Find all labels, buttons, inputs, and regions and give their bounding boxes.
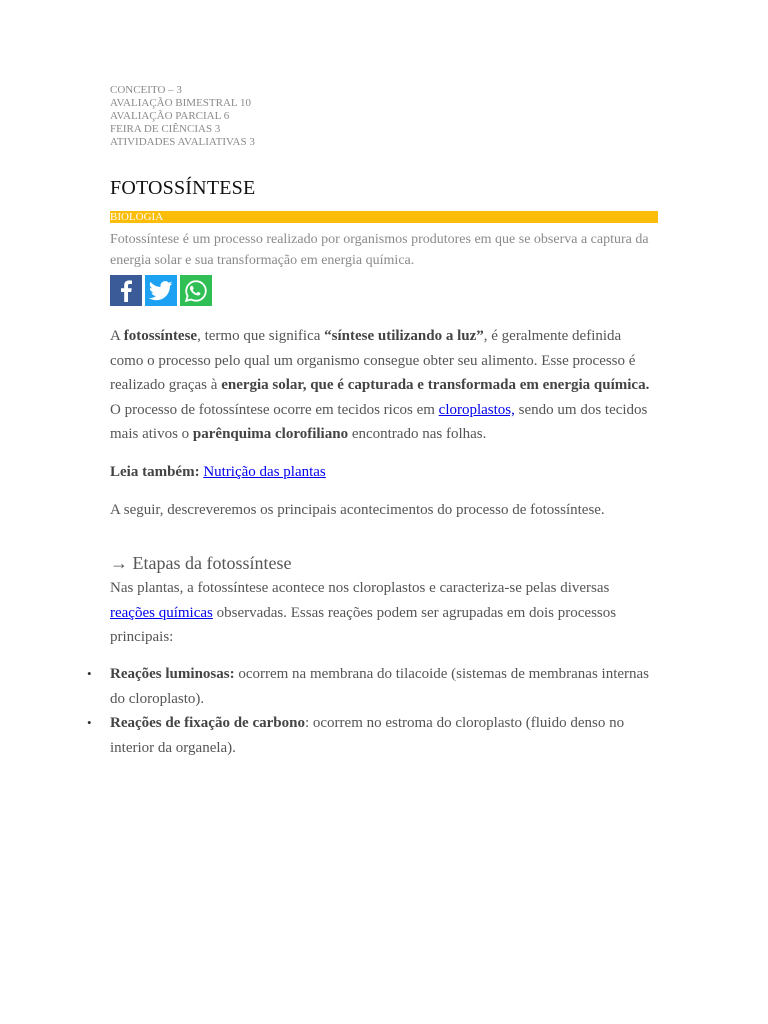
read-also [110, 460, 658, 485]
intro-bold-energia: energia solar, que é capturada e transformada em energia química. [221, 377, 650, 394]
nav-link-feira-de-ciencias[interactable]: FEIRA DE CIÊNCIAS 3 [110, 123, 221, 135]
article-page [87, 84, 658, 760]
share-whatsapp-button[interactable] [180, 275, 212, 306]
category-nav [110, 84, 658, 149]
article-title: FOTOSSÍNTESE [110, 177, 256, 199]
list-item-text: : ocorrem no estroma do cloroplasto (fluido denso no interior da organela). [110, 715, 625, 756]
list-item-bold: Reações de fixação de carbono [110, 715, 305, 732]
nav-link-avaliacao-parcial[interactable]: AVALIAÇÃO PARCIAL 6 [110, 110, 230, 122]
intro-paragraph [110, 324, 658, 447]
list-item-text: ocorrem na membrana do tilacoide (sistemas de membranas internas do cloroplasto). [110, 665, 650, 707]
share-facebook-button[interactable] [110, 275, 142, 306]
intro-bold-parenquima: parênquima clorofiliano [192, 426, 349, 443]
intro-bold-fotossintese: fotossíntese [123, 328, 198, 344]
whatsapp-icon [184, 279, 208, 303]
intro-text-5: sendo um dos tecidos mais ativos o [110, 401, 648, 443]
read-also-label: Leia também: [110, 463, 200, 480]
twitter-icon [149, 281, 173, 301]
section-text-2: observadas. Essas reações podem ser agrupadas em dois processos principais: [110, 604, 617, 646]
next-paragraph: A seguir, descreveremos os principais acontecimentos do processo de fotossíntese. [110, 501, 605, 518]
list-item [87, 662, 658, 711]
link-nutricao-das-plantas[interactable]: Nutrição das plantas [203, 463, 326, 480]
intro-text-1: A [110, 328, 124, 344]
section-paragraph [110, 576, 658, 650]
bullet-icon: • [87, 715, 92, 731]
intro-text-2: , termo que significa [197, 328, 325, 344]
nav-link-avaliacao-bimestral[interactable]: AVALIAÇÃO BIMESTRAL 10 [110, 97, 251, 109]
link-cloroplastos[interactable]: cloroplastos, [438, 401, 515, 418]
list-item [87, 711, 658, 760]
bullet-icon: • [87, 665, 92, 681]
intro-text-3: , é geralmente definida como o processo pelo qual um organismo consegue obter seu alimento. Esse processo é realizado graças à [110, 328, 636, 394]
category-badge[interactable]: BIOLOGIA [110, 211, 658, 223]
list-item-bold: Reações luminosas: [110, 665, 235, 682]
intro-text-6: encontrado nas folhas. [348, 426, 487, 443]
section-heading: → Etapas da fotossíntese [110, 553, 292, 574]
nav-link-conceito[interactable]: CONCEITO – 3 [110, 84, 182, 96]
process-list [87, 662, 658, 760]
facebook-icon [119, 280, 133, 302]
share-buttons [110, 275, 658, 306]
nav-link-atividades-avaliativas[interactable]: ATIVIDADES AVALIATIVAS 3 [110, 136, 255, 148]
intro-bold-sintese: “síntese utilizando a luz” [324, 328, 484, 344]
intro-text-4: O processo de fotossíntese ocorre em tecidos ricos em [110, 401, 439, 418]
share-twitter-button[interactable] [145, 275, 177, 306]
article-summary: Fotossíntese é um processo realizado por organismos produtores em que se observa a captura da energia solar e sua transformação em energia química. [110, 232, 649, 268]
section-text-1: Nas plantas, a fotossíntese acontece nos cloroplastos e caracteriza-se pelas diversas [110, 580, 610, 597]
link-reacoes-quimicas[interactable]: reações químicas [110, 604, 213, 621]
